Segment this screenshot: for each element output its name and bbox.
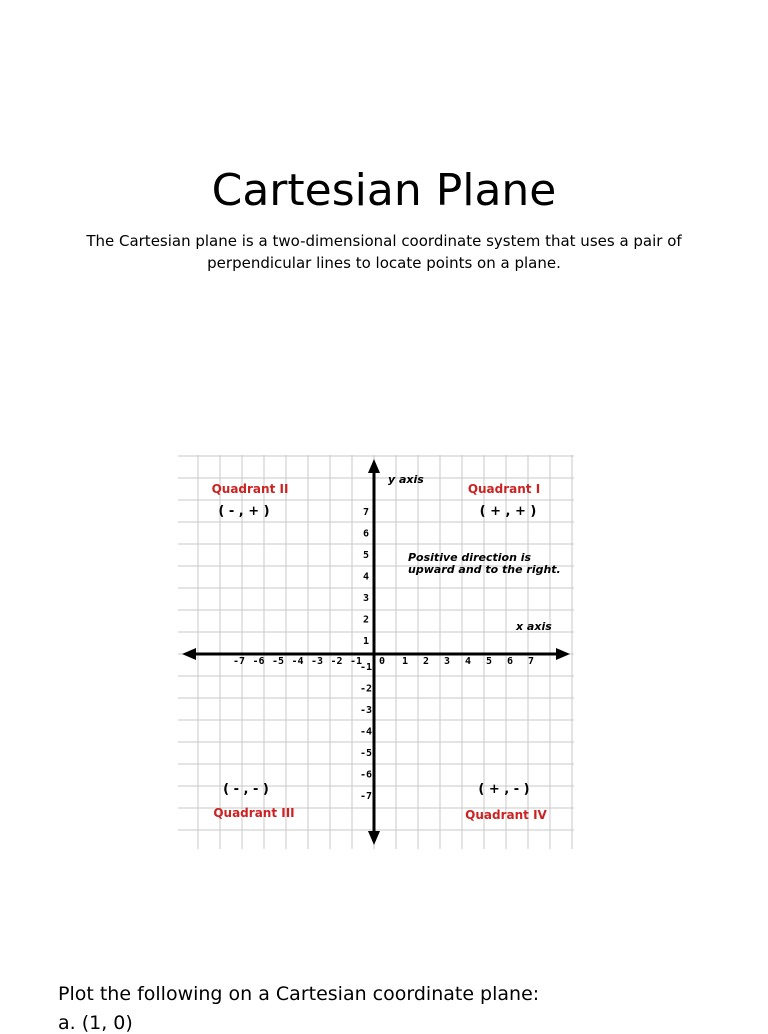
y-tick-label: -6 bbox=[359, 769, 373, 781]
quadrant-iii-signs: ( - , - ) bbox=[223, 782, 269, 797]
y-tick-label: -7 bbox=[359, 791, 373, 802]
y-tick-label: -2 bbox=[359, 683, 373, 695]
y-tick-label: 2 bbox=[362, 614, 370, 626]
y-tick-label: 3 bbox=[362, 593, 370, 604]
x-tick-label: -5 bbox=[271, 656, 285, 667]
x-tick-label: -3 bbox=[310, 656, 324, 667]
y-tick-label: 6 bbox=[362, 528, 370, 540]
x-tick-label: -2 bbox=[330, 656, 343, 667]
y-tick-label: 4 bbox=[362, 571, 370, 583]
x-axis-right-arrow-icon bbox=[556, 648, 570, 660]
quadrant-ii-signs: ( - , + ) bbox=[218, 504, 270, 519]
quadrant-ii-name: Quadrant II bbox=[211, 482, 289, 496]
x-tick-label: -7 bbox=[232, 656, 246, 667]
y-tick-label: -5 bbox=[359, 748, 373, 759]
intro-paragraph: The Cartesian plane is a two-dimensional coordinate system that uses a pair of perpendicular lines to locate points on a plane. bbox=[86, 232, 682, 272]
quadrant-i-name: Quadrant I bbox=[467, 482, 541, 496]
y-axis-down-arrow-icon bbox=[368, 831, 380, 845]
x-tick-label: 0 bbox=[378, 656, 386, 667]
quadrant-i-signs: ( + , + ) bbox=[479, 504, 537, 519]
y-tick-label: 7 bbox=[362, 507, 370, 518]
y-tick-label: -3 bbox=[359, 705, 373, 716]
page-title: Cartesian Plane bbox=[211, 165, 557, 216]
x-tick-label: -6 bbox=[252, 656, 265, 667]
y-tick-label: 5 bbox=[362, 550, 370, 561]
cartesian-plane-figure bbox=[178, 455, 574, 849]
y-tick-label: 1 bbox=[362, 636, 370, 647]
quadrant-iii-name: Quadrant III bbox=[213, 806, 295, 820]
cartesian-plane-svg bbox=[178, 455, 574, 849]
positive-direction-note: Positive direction is bbox=[408, 551, 532, 564]
x-axis-left-arrow-icon bbox=[182, 648, 196, 660]
x-tick-label: 4 bbox=[464, 656, 472, 667]
x-tick-label: 6 bbox=[506, 656, 514, 667]
positive-direction-note: upward and to the right. bbox=[408, 563, 561, 576]
quadrant-iv-signs: ( + , - ) bbox=[478, 782, 530, 797]
y-axis-up-arrow-icon bbox=[368, 459, 380, 473]
x-tick-label: -1 bbox=[349, 656, 363, 667]
x-tick-label: 2 bbox=[422, 656, 430, 667]
x-tick-label: 5 bbox=[485, 656, 493, 667]
x-tick-label: -4 bbox=[291, 656, 304, 667]
y-axis-label: y axis bbox=[388, 473, 424, 486]
x-tick-label: 3 bbox=[443, 656, 451, 667]
y-tick-label: -1 bbox=[359, 662, 373, 673]
y-tick-label: -4 bbox=[359, 726, 373, 738]
quadrant-iv-name: Quadrant IV bbox=[465, 808, 547, 822]
x-tick-label: 7 bbox=[527, 656, 535, 667]
instruction-text: Plot the following on a Cartesian coordinate plane: bbox=[58, 983, 540, 1005]
x-axis-label: x axis bbox=[516, 620, 552, 633]
x-tick-label: 1 bbox=[401, 656, 409, 667]
list-item: a. (1, 0) bbox=[58, 1012, 133, 1034]
